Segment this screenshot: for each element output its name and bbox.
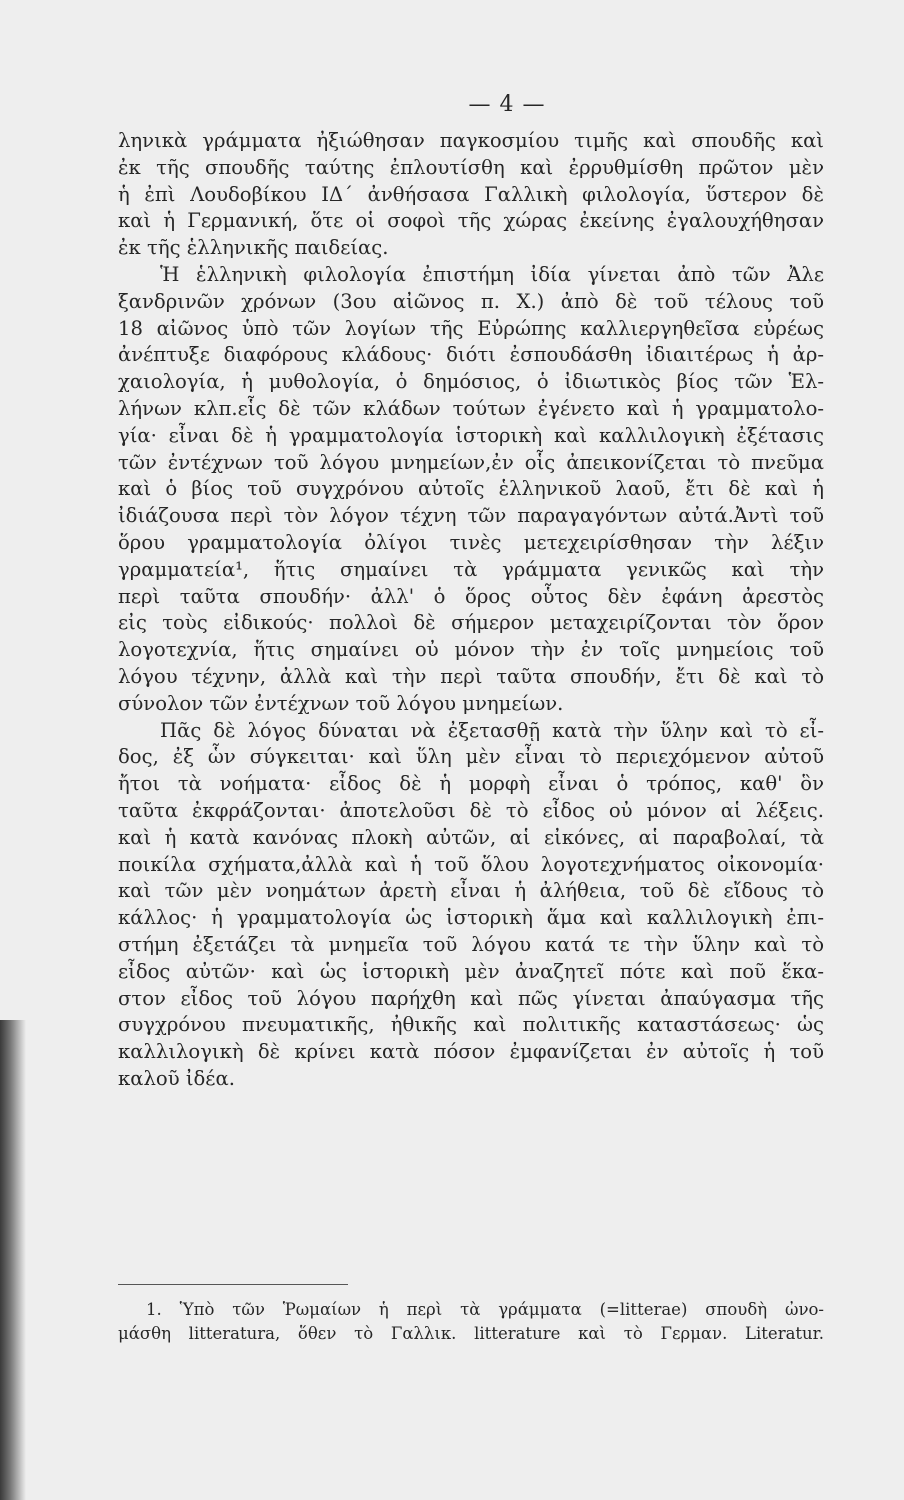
body-line: καὶ ὁ βίος τοῦ συγχρόνου αὐτοῖς ἑλληνικοῦ λαοῦ, ἔτι δὲ καὶ ἡ <box>118 477 824 501</box>
body-line: καλοῦ ἰδέα. <box>118 1066 235 1090</box>
body-line: εἰς τοὺς εἰδικούς· πολλοὶ δὲ σήμερον μεταχειρίζονται τὸν ὅρον <box>118 611 824 635</box>
body-line: ἤτοι τὰ νοήματα· εἶδος δὲ ἡ μορφὴ εἶναι ὁ τρόπος, καθ' ὃν <box>118 772 824 796</box>
body-line: τῶν ἐντέχνων τοῦ λόγου μνημείων,ἐν οἷς ἀπεικονίζεται τὸ πνεῦμα <box>118 450 824 474</box>
body-line: ἰδιάζουσα περὶ τὸν λόγον τέχνη τῶν παραγαγόντων αὐτά.Ἀντὶ τοῦ <box>118 504 824 528</box>
body-line: Πᾶς δὲ λόγος δύναται νὰ ἐξετασθῇ κατὰ τὴν ὕλην καὶ τὸ εἶ- <box>160 718 824 742</box>
body-line: γραμματεία¹, ἥτις σημαίνει τὰ γράμματα γενικῶς καὶ τὴν <box>118 557 824 581</box>
body-line: κάλλος· ἡ γραμματολογία ὡς ἱστορικὴ ἅμα καὶ καλλιλογικὴ ἐπι- <box>118 906 824 930</box>
footnotes <box>118 1298 824 1346</box>
body-line: χαιολογία, ἡ μυθολογία, ὁ δημόσιος, ὁ ἰδιωτικὸς βίος τῶν Ἑλ- <box>118 370 824 394</box>
body-line: ληνικὰ γράμματα ἠξιώθησαν παγκοσμίου τιμῆς καὶ σπουδῆς καὶ <box>118 129 824 152</box>
footnote-line: 1. Ὑπὸ τῶν Ῥωμαίων ἡ περὶ τὰ γράμματα (=litterae) σπουδὴ ὠνο- <box>146 1300 824 1319</box>
body-line: στον εἶδος τοῦ λόγου παρήχθη καὶ πῶς γίνεται ἀπαύγασμα τῆς <box>118 986 824 1010</box>
body-line: συγχρόνου πνευματικῆς, ἠθικῆς καὶ πολιτικῆς καταστάσεως· ὡς <box>118 1013 824 1037</box>
body-line: εἶδος αὐτῶν· καὶ ὡς ἱστορικὴ μὲν ἀναζητεῖ πότε καὶ ποῦ ἕκα- <box>118 959 824 983</box>
body-line: λόγου τέχνην, ἀλλὰ καὶ τὴν περὶ ταῦτα σπουδήν, ἔτι δὲ καὶ τὸ <box>118 664 824 688</box>
body-text <box>118 128 824 1093</box>
body-line: καὶ ἡ Γερμανική, ὅτε οἱ σοφοὶ τῆς χώρας ἐκείνης ἐγαλουχήθησαν <box>118 209 824 233</box>
body-line: περὶ ταῦτα σπουδήν· ἀλλ' ὁ ὅρος οὗτος δὲν ἐφάνη ἀρεστὸς <box>118 584 824 608</box>
footnote-line: μάσθη litteratura, ὅθεν τὸ Γαλλικ. litterature καὶ τὸ Γερμαν. Literatur. <box>118 1324 824 1343</box>
body-line: ὅρου γραμματολογία ὀλίγοι τινὲς μετεχειρίσθησαν τὴν λέξιν <box>118 530 824 554</box>
body-line: σύνολον τῶν ἐντέχνων τοῦ λόγου μνημείων. <box>118 691 564 715</box>
body-line: ἐκ τῆς σπουδῆς ταύτης ἐπλουτίσθη καὶ ἐρρυθμίσθη πρῶτον μὲν <box>118 155 824 179</box>
body-line: καὶ ἡ κατὰ κανόνας πλοκὴ αὐτῶν, αἱ εἰκόνες, αἱ παραβολαί, τὰ <box>118 825 824 849</box>
body-line: στήμη ἐξετάζει τὰ μνημεῖα τοῦ λόγου κατά τε τὴν ὕλην καὶ τὸ <box>118 932 824 956</box>
body-line: ἡ ἐπὶ Λουδοβίκου ΙΔ΄ ἀνθήσασα Γαλλικὴ φιλολογία, ὕστερον δὲ <box>118 182 824 206</box>
body-line: ποικίλα σχήματα,ἀλλὰ καὶ ἡ τοῦ ὅλου λογοτεχνήματος οἰκονομία· <box>118 852 824 876</box>
body-line: ἐκ τῆς ἑλληνικῆς παιδείας. <box>118 236 389 260</box>
page-number: — 4 — <box>468 92 546 117</box>
body-line: λογοτεχνία, ἥτις σημαίνει οὐ μόνον τὴν ἐν τοῖς μνημείοις τοῦ <box>118 638 824 662</box>
body-line: ταῦτα ἐκφράζονται· ἀποτελοῦσι δὲ τὸ εἶδος οὐ μόνον αἱ λέξεις. <box>118 798 824 822</box>
scan-edge-shadow <box>0 1020 26 1500</box>
body-line: καλλιλογικὴ δὲ κρίνει κατὰ πόσον ἐμφανίζεται ἐν αὐτοῖς ἡ τοῦ <box>118 1040 824 1064</box>
body-line: ξανδρινῶν χρόνων (3ου αἰῶνος π. Χ.) ἀπὸ δὲ τοῦ τέλους τοῦ <box>118 289 824 313</box>
body-line: γία· εἶναι δὲ ἡ γραμματολογία ἱστορικὴ καὶ καλλιλογικὴ ἐξέτασις <box>118 423 824 447</box>
footnote-separator <box>118 1284 348 1285</box>
body-line: Ἡ ἑλληνικὴ φιλολογία ἐπιστήμη ἰδία γίνεται ἀπὸ τῶν Ἀλε <box>160 262 824 286</box>
body-line: 18 αἰῶνος ὑπὸ τῶν λογίων τῆς Εὐρώπης καλλιεργηθεῖσα εὐρέως <box>118 316 824 340</box>
body-line: ἀνέπτυξε διαφόρους κλάδους· διότι ἐσπουδάσθη ἰδιαιτέρως ἡ ἀρ- <box>118 343 824 367</box>
body-line: δος, ἐξ ὧν σύγκειται· καὶ ὕλη μὲν εἶναι τὸ περιεχόμενον αὐτοῦ <box>118 745 824 769</box>
body-line: λήνων κλπ.εἷς δὲ τῶν κλάδων τούτων ἐγένετο καὶ ἡ γραμματολο- <box>118 396 824 420</box>
body-line: καὶ τῶν μὲν νοημάτων ἀρετὴ εἶναι ἡ ἀλήθεια, τοῦ δὲ εἴδους τὸ <box>118 879 824 903</box>
